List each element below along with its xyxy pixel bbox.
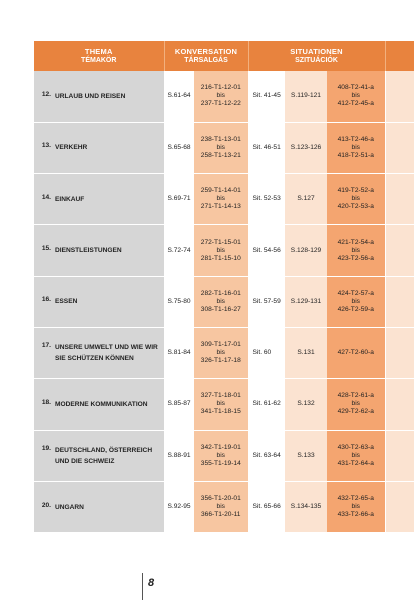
sit-number-cell: Sit. 46-51 — [248, 122, 285, 173]
page-number-divider — [142, 573, 143, 600]
extra-column-cell — [385, 379, 414, 430]
konv-code-line: bis — [216, 349, 225, 357]
theme-title: MODERNE KOMMUNIKATION — [55, 400, 148, 408]
header-row — [34, 41, 414, 71]
sit-code-line: bis — [351, 451, 360, 459]
theme-number: 13. — [41, 142, 51, 150]
konv-code-line: bis — [216, 503, 225, 511]
konv-page-cell: S.92-95 — [164, 481, 194, 532]
header-konv-label: KONVERSATION — [174, 47, 238, 56]
extra-column-cell — [385, 430, 414, 481]
table-row — [34, 276, 414, 327]
konv-page-cell: S.61-64 — [164, 71, 194, 122]
sit-page-cell: S.119-121 — [285, 71, 327, 122]
sit-page-cell: S.129-131 — [285, 276, 327, 327]
theme-number: 12. — [41, 90, 51, 98]
sit-page-cell: S.132 — [285, 379, 327, 430]
konv-code-cell — [194, 174, 248, 225]
sit-number-cell: Sit. 63-64 — [248, 430, 285, 481]
konv-code-line: bis — [216, 400, 225, 408]
header-extra — [385, 41, 414, 71]
theme-cell — [34, 225, 164, 276]
theme-title: DIENSTLEISTUNGEN — [55, 247, 122, 255]
sit-page-cell: S.131 — [285, 327, 327, 378]
extra-column-cell — [385, 71, 414, 122]
theme-title: DEUTSCHLAND, ÖSTERREICH UND DIE SCHWEIZ — [55, 446, 153, 465]
konv-code-line: 271-T1-14-13 — [200, 203, 241, 211]
sit-code-cell — [327, 276, 385, 327]
header-konv-sub: TÁRSALGÁS — [184, 57, 228, 64]
theme-title: URLAUB UND REISEN — [55, 92, 126, 100]
sit-number-cell: Sit. 65-66 — [248, 481, 285, 532]
table-row — [34, 327, 414, 378]
sit-code-line: 432-T2-65-a — [337, 495, 374, 503]
konv-code-line: 342-T1-19-01 — [200, 443, 241, 451]
konv-code-line: 259-T1-14-01 — [200, 187, 241, 195]
table-row — [34, 430, 414, 481]
theme-cell — [34, 481, 164, 532]
theme-cell-content — [37, 91, 164, 102]
table-row — [34, 481, 414, 532]
sit-code-line: bis — [351, 400, 360, 408]
sit-code-line: bis — [351, 143, 360, 151]
sit-number-cell: Sit. 54-56 — [248, 225, 285, 276]
konv-code-line: 272-T1-15-01 — [200, 238, 241, 246]
sit-number-cell: Sit. 60 — [248, 327, 285, 378]
konv-code-line: 366-T1-20-11 — [201, 511, 241, 519]
konv-code-cell — [194, 430, 248, 481]
konv-code-line: 309-T1-17-01 — [200, 341, 241, 349]
sit-code-line: 424-T2-57-a — [337, 289, 374, 297]
sit-number-cell: Sit. 41-45 — [248, 71, 285, 122]
header-konversation — [164, 41, 248, 71]
konv-code-line: 258-T1-13-21 — [200, 151, 241, 159]
table-row — [34, 71, 414, 122]
theme-cell — [34, 174, 164, 225]
sit-number-cell: Sit. 57-59 — [248, 276, 285, 327]
konv-code-line: 327-T1-18-01 — [200, 392, 241, 400]
theme-cell-content — [37, 142, 164, 153]
konv-code-cell — [194, 122, 248, 173]
sit-code-line: 418-T2-51-a — [337, 151, 374, 159]
header-sit-sub: SZITUÁCIÓK — [295, 57, 338, 64]
table-row — [34, 174, 414, 225]
konv-code-line: 282-T1-16-01 — [200, 289, 241, 297]
sit-code-cell — [327, 481, 385, 532]
extra-column-cell — [385, 276, 414, 327]
theme-cell-content — [37, 342, 164, 364]
theme-cell-content — [37, 502, 164, 513]
sit-code-line: 412-T2-45-a — [337, 100, 374, 108]
konv-page-cell: S.69-71 — [164, 174, 194, 225]
sit-code-line: 413-T2-46-a — [337, 135, 374, 143]
theme-title: UNSERE UMWELT UND WIE WIR SIE SCHÜTZEN KÖNNEN — [55, 344, 158, 363]
theme-cell — [34, 122, 164, 173]
theme-number: 15. — [41, 245, 51, 253]
sit-code-cell — [327, 174, 385, 225]
theme-number: 18. — [41, 398, 51, 406]
konv-page-cell: S.85-87 — [164, 379, 194, 430]
sit-page-cell: S.133 — [285, 430, 327, 481]
konv-code-line: 341-T1-18-15 — [200, 408, 241, 416]
sit-code-line: bis — [351, 297, 360, 305]
theme-cell-content — [37, 194, 164, 205]
theme-cell — [34, 327, 164, 378]
theme-cell-content — [37, 445, 164, 467]
konv-code-line: 238-T1-13-01 — [200, 135, 241, 143]
header-theme — [34, 41, 164, 71]
konv-page-cell: S.81-84 — [164, 327, 194, 378]
theme-cell — [34, 379, 164, 430]
sit-code-line: 429-T2-62-a — [337, 408, 374, 416]
sit-code-line: bis — [351, 503, 360, 511]
konv-code-line: bis — [216, 246, 225, 254]
konv-code-line: 356-T1-20-01 — [200, 495, 241, 503]
konv-code-line: 281-T1-15-10 — [200, 254, 241, 262]
sit-code-cell — [327, 327, 385, 378]
sit-code-cell — [327, 379, 385, 430]
theme-cell — [34, 71, 164, 122]
page-number: 8 — [148, 577, 155, 589]
konv-page-cell: S.88-91 — [164, 430, 194, 481]
table-body — [34, 71, 414, 533]
extra-column-cell — [385, 481, 414, 532]
sit-code-cell — [327, 71, 385, 122]
sit-code-line: 427-T2-60-a — [337, 349, 374, 357]
theme-number: 17. — [41, 342, 51, 350]
konv-code-cell — [194, 481, 248, 532]
konv-code-line: bis — [216, 195, 225, 203]
header-situationen — [248, 41, 385, 71]
konv-page-cell: S.65-68 — [164, 122, 194, 173]
sit-code-line: bis — [351, 92, 360, 100]
header-theme-label: THEMA — [84, 47, 113, 56]
table-row — [34, 225, 414, 276]
theme-title: UNGARN — [55, 503, 84, 511]
konv-code-cell — [194, 327, 248, 378]
sit-code-line: bis — [351, 195, 360, 203]
konv-code-line: bis — [216, 451, 225, 459]
header-sit-label: SITUATIONEN — [290, 47, 343, 56]
table-row — [34, 379, 414, 430]
konv-code-line: bis — [216, 92, 225, 100]
sit-code-line: 431-T2-64-a — [337, 459, 374, 467]
extra-column-cell — [385, 122, 414, 173]
konv-code-cell — [194, 379, 248, 430]
sit-page-cell: S.134-135 — [285, 481, 327, 532]
sit-code-line: 419-T2-52-a — [337, 187, 374, 195]
sit-code-line: bis — [351, 246, 360, 254]
sit-code-line: 428-T2-61-a — [337, 392, 374, 400]
konv-code-line: 308-T1-16-27 — [200, 305, 241, 313]
sit-code-line: 426-T2-59-a — [337, 305, 374, 313]
konv-code-line: 355-T1-19-14 — [200, 459, 241, 467]
konv-code-line: 216-T1-12-01 — [200, 84, 241, 92]
table-row — [34, 122, 414, 173]
sit-code-line: 408-T2-41-a — [337, 84, 374, 92]
konv-page-cell: S.75-80 — [164, 276, 194, 327]
theme-cell — [34, 276, 164, 327]
theme-cell-content — [37, 399, 164, 410]
konv-code-line: 237-T1-12-22 — [200, 100, 241, 108]
konv-code-line: bis — [216, 297, 225, 305]
theme-cell-content — [37, 296, 164, 307]
sit-number-cell: Sit. 61-62 — [248, 379, 285, 430]
extra-column-cell — [385, 225, 414, 276]
sit-code-line: 430-T2-63-a — [337, 443, 374, 451]
theme-number: 20. — [41, 501, 51, 509]
sit-code-line: 420-T2-53-a — [337, 203, 374, 211]
sit-code-cell — [327, 430, 385, 481]
sit-page-cell: S.123-126 — [285, 122, 327, 173]
konv-code-line: 326-T1-17-18 — [200, 357, 241, 365]
extra-column-cell — [385, 174, 414, 225]
theme-number: 19. — [41, 444, 51, 452]
theme-title: ESSEN — [55, 298, 78, 306]
konv-code-line: bis — [216, 143, 225, 151]
extra-column-cell — [385, 327, 414, 378]
theme-cell — [34, 430, 164, 481]
konv-page-cell: S.72-74 — [164, 225, 194, 276]
theme-title: VERKEHR — [55, 144, 88, 152]
konv-code-cell — [194, 71, 248, 122]
sit-number-cell: Sit. 52-53 — [248, 174, 285, 225]
theme-number: 14. — [41, 193, 51, 201]
sit-page-cell: S.128-129 — [285, 225, 327, 276]
theme-title: EINKAUF — [55, 195, 85, 203]
theme-cell-content — [37, 245, 164, 256]
sit-code-line: 423-T2-56-a — [337, 254, 374, 262]
contents-table — [34, 41, 414, 533]
sit-code-cell — [327, 225, 385, 276]
sit-code-line: 433-T2-66-a — [337, 511, 374, 519]
sit-page-cell: S.127 — [285, 174, 327, 225]
theme-number: 16. — [41, 296, 51, 304]
konv-code-cell — [194, 225, 248, 276]
sit-code-cell — [327, 122, 385, 173]
header-theme-sub: TÉMAKÖR — [81, 57, 117, 64]
konv-code-cell — [194, 276, 248, 327]
sit-code-line: 421-T2-54-a — [337, 238, 374, 246]
